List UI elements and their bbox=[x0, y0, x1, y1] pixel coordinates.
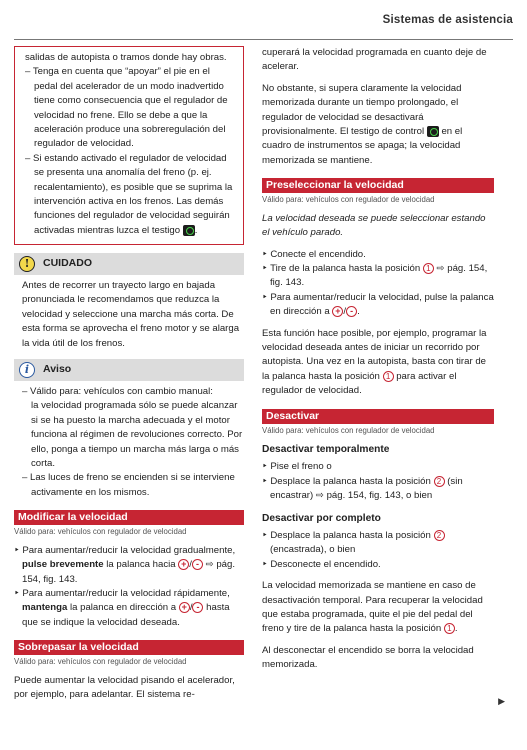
warning-item: – Tenga en cuenta que “apoyar” el pie en el pedal del acelerador de un modo inadvertido tiene como consecuencia que el regulador de velocidad no frene. Ello se debe a que la aceleración produce una sobreregulación del regulador de velocidad. bbox=[25, 66, 228, 150]
instruction-step: ‣ Pise el freno o bbox=[262, 461, 332, 473]
right-column bbox=[262, 46, 494, 679]
notice-title: Aviso bbox=[43, 363, 72, 376]
warning-item: – Si estando activado el regulador de velocidad se presenta una anomalía del freno (p. ej. recalentamiento), es posible que se suprima la intervención activa en los frenos. Las demás funciones del regulador de velocidad seguirán activadas mientras luzca el testigo . bbox=[25, 152, 233, 236]
left-column bbox=[14, 46, 244, 703]
subheading: Desactivar temporalmente bbox=[262, 444, 390, 456]
paragraph: No obstante, si supera claramente la velocidad memorizada durante un tiempo prolongado, el regulador de velocidad se desactivará provisionalmente. El testigo de control en el cuadro de instrumentos se apaga; la velocidad memorizada se mantiene. bbox=[262, 82, 463, 166]
instruction-step: ‣ Para aumentar/reducir la velocidad gradualmente, pulse brevemente la palanca hacia + / - ⇨ pág. 154, fig. 143. bbox=[14, 544, 236, 585]
paragraph: Al desconectar el encendido se borra la velocidad memorizada. bbox=[262, 644, 474, 671]
plus-button-icon: + bbox=[179, 602, 190, 613]
warning-item: salidas de autopista o tramos donde hay obras. bbox=[25, 52, 227, 63]
paragraph: La velocidad memorizada se mantiene en caso de desactivación temporal. Para recuperar la velocidad que estaba programada, quite el pie del pedal del freno y tire de la palanca hasta la posición 1 . bbox=[262, 580, 483, 635]
page-reference: ⇨ pág. 154, fig. 143, bbox=[315, 490, 404, 502]
instruction-step: ‣ Para aumentar/reducir la velocidad rápidamente, mantenga la palanca en dirección a + / - hasta que se indique la velocidad deseada. bbox=[14, 588, 230, 628]
section-heading-preselect: Preseleccionar la velocidad bbox=[262, 178, 494, 193]
next-page-arrow-icon: ▶ bbox=[498, 695, 505, 706]
caution-title: CUIDADO bbox=[43, 257, 92, 270]
page-title: Sistemas de asistencia bbox=[382, 14, 513, 26]
position-number: 1 bbox=[444, 623, 455, 634]
page-reference: ⇨ pág. 154, fig. 143. bbox=[22, 559, 236, 585]
position-number: 1 bbox=[423, 263, 434, 274]
validity-note: Válido para: vehículos con regulador de velocidad bbox=[262, 195, 435, 205]
section-heading-modify: Modificar la velocidad bbox=[14, 510, 244, 525]
notice-header bbox=[14, 359, 244, 381]
instruction-step: ‣ Tire de la palanca hasta la posición 1 ⇨ pág. 154, fig. 143. bbox=[262, 262, 488, 289]
validity-note: Válido para: vehículos con regulador de velocidad bbox=[14, 527, 187, 537]
page-reference: ⇨ pág. 154, fig. 143. bbox=[270, 262, 488, 289]
notice-item: la velocidad programada sólo se puede alcanzar si se ha puesto la marcha adecuada y el motor funciona al régimen de revoluciones correcto. Por ello, ponga a tiempo un marcha más larga o más corta. bbox=[31, 400, 243, 469]
notice-body bbox=[14, 381, 244, 500]
minus-button-icon: - bbox=[346, 306, 357, 317]
position-number: 2 bbox=[434, 530, 445, 541]
minus-button-icon: - bbox=[192, 602, 203, 613]
instruction-step: ‣ Para aumentar/reducir la velocidad, pulse la palanca en dirección a + / - . bbox=[262, 291, 494, 318]
warning-box bbox=[14, 46, 244, 245]
notice-box bbox=[14, 359, 244, 500]
instruction-step: ‣ Desplace la palanca hasta la posición 2 (encastrada), o bien bbox=[262, 529, 494, 558]
cruise-control-lamp-icon bbox=[183, 225, 195, 236]
paragraph: cuperará la velocidad programada en cuanto deje de acelerar. bbox=[262, 47, 487, 73]
plus-button-icon: + bbox=[178, 559, 189, 570]
subheading: Desactivar por completo bbox=[262, 512, 381, 524]
info-icon: i bbox=[19, 362, 35, 378]
position-number: 2 bbox=[434, 476, 445, 487]
paragraph: Esta función hace posible, por ejemplo, programar la velocidad deseada antes de iniciar un recorrido por autopista. Una vez en la autopista, basta con tirar de la palanca hasta la posición 1 para activar el regulador de velocidad. bbox=[262, 327, 487, 397]
section-heading-deactivate: Desactivar bbox=[262, 409, 494, 424]
notice-item: – Las luces de freno se encienden si se interviene activamente en los mismos. bbox=[22, 472, 235, 498]
page-header bbox=[14, 0, 513, 40]
section-heading-overtake: Sobrepasar la velocidad bbox=[14, 640, 244, 655]
overtake-text: Puede aumentar la velocidad pisando el acelerador, por ejemplo, para adelantar. El sistema re- bbox=[14, 674, 235, 701]
instruction-step: ‣ Desconecte el encendido. bbox=[262, 558, 381, 570]
caution-text: Antes de recorrer un trayecto largo en bajada pronunciada le recomendamos que reduzca la velocidad y seleccione una marcha más corta. De esta forma se aprovecha el freno motor y se alarga la vida útil de los frenos. bbox=[22, 280, 240, 349]
instruction-step: ‣ Desplace la palanca hasta la posición 2 (sin encastrar) ⇨ pág. 154, fig. 143, o bien bbox=[262, 475, 463, 502]
notice-item: – Válido para: vehículos con cambio manual: bbox=[22, 386, 213, 398]
validity-note: Válido para: vehículos con regulador de velocidad bbox=[262, 425, 435, 435]
minus-button-icon: - bbox=[192, 559, 203, 570]
position-number: 1 bbox=[383, 371, 394, 382]
caution-box bbox=[14, 253, 244, 351]
plus-button-icon: + bbox=[332, 306, 343, 317]
preselect-intro: La velocidad deseada se puede seleccionar estando el vehículo parado. bbox=[262, 212, 486, 239]
validity-note: Válido para: vehículos con regulador de velocidad bbox=[14, 657, 187, 667]
caution-icon: ! bbox=[19, 256, 35, 272]
cruise-control-lamp-icon bbox=[427, 126, 439, 137]
instruction-step: ‣ Conecte el encendido. bbox=[262, 248, 366, 260]
caution-header bbox=[14, 253, 244, 275]
